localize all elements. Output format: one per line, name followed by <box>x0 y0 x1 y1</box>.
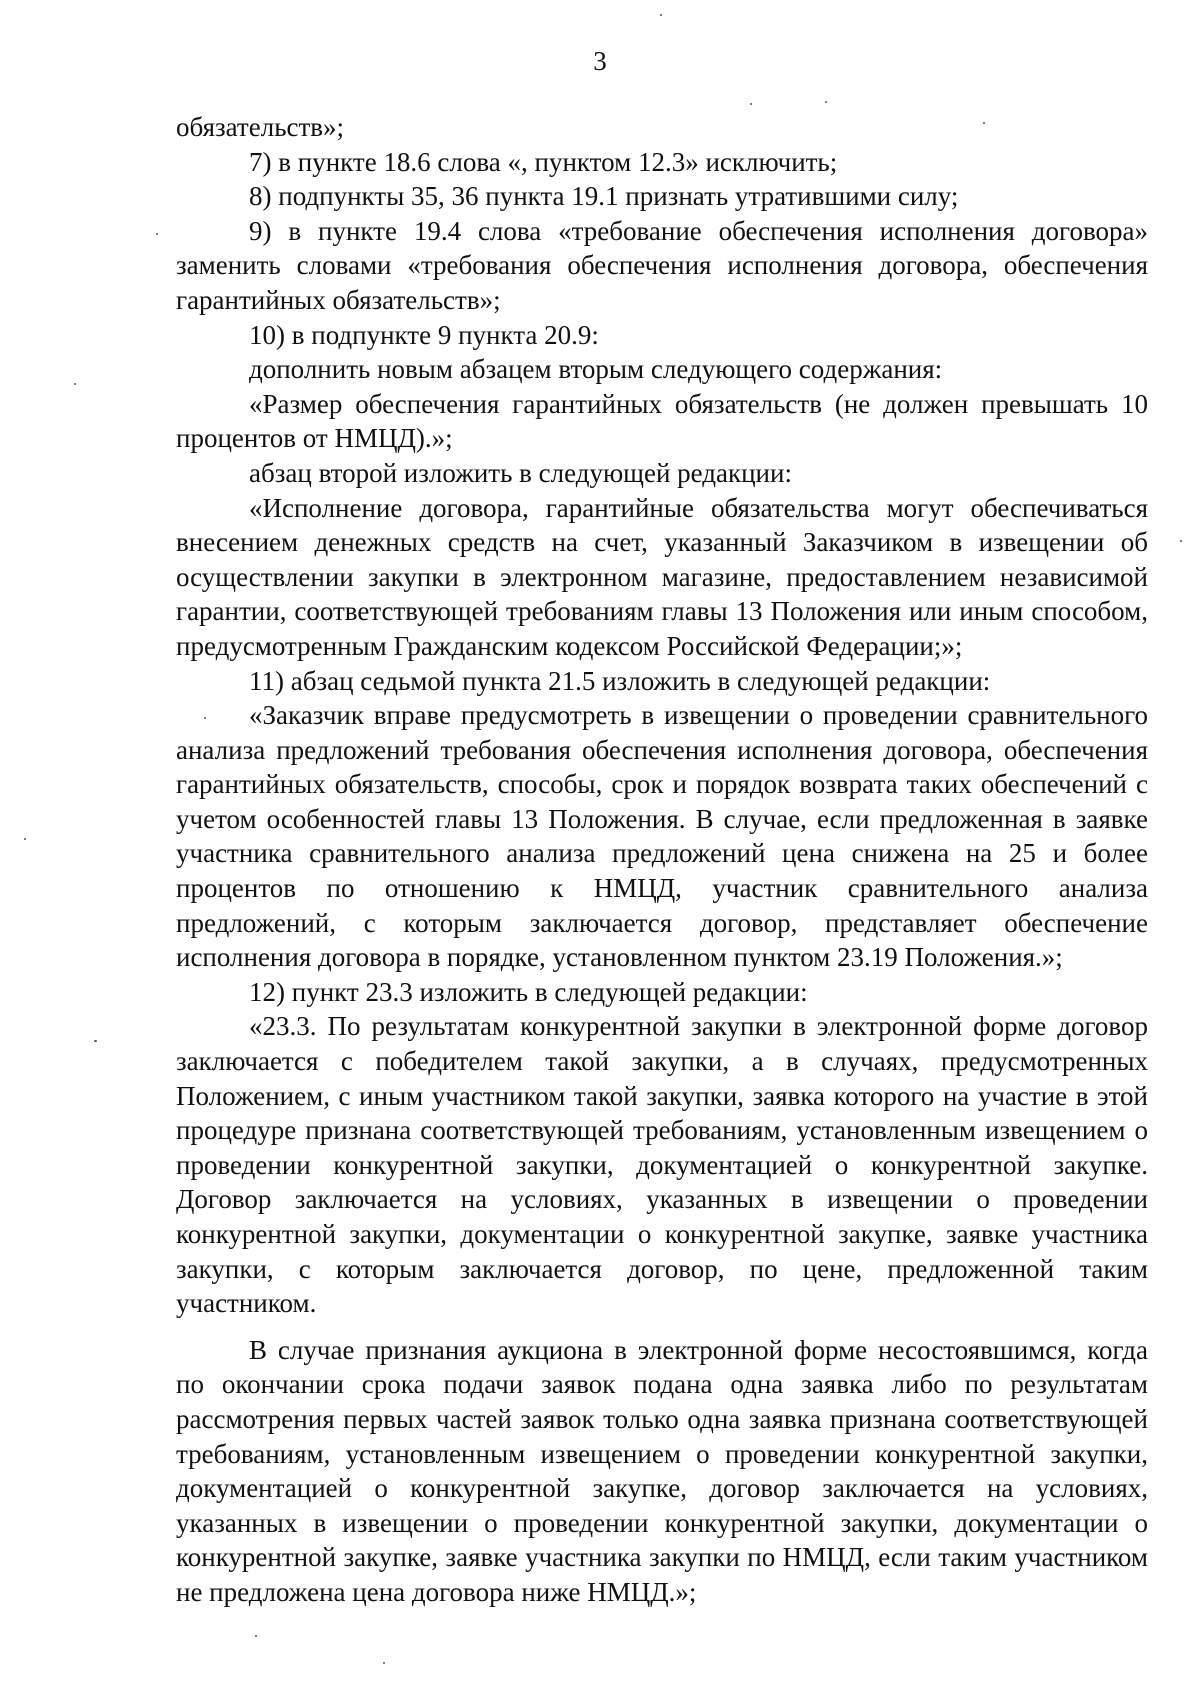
paragraph-continuation: обязательств»; <box>176 112 345 142</box>
document-body <box>176 110 1148 1610</box>
item-12-quote-23-3: «23.3. По результатам конкурентной закупки в электронной форме договор заключается с победителем такой закупки, а в случаях, предусмотренных Положением, с иным участником такой закупки, заявка которого на участие в этой процедуре признана соответствующей требованиям, установленным извещением о проведении конкурентной закупки, документацией о конкурентной закупке. Договор заключается на условиях, указанных в извещении о проведении конкурентной закупки, документации о конкурентной закупке, заявке участника закупки, с которым заключается договор, по цене, предложенной таким участником. <box>176 1011 1148 1319</box>
scan-speck <box>750 103 752 105</box>
item-12-quote-auction: В случае признания аукциона в электронной форме несостоявшимся, когда по окончании срока подачи заявок подана одна заявка либо по результатам рассмотрения первых частей заявок только одна заявка признана соответствующей требованиям, установленным извещением о проведении конкурентной закупки, документацией о конкурентной закупке, договор заключается на условиях, указанных в извещении о проведении конкурентной закупки, документации о конкурентной закупке, заявке участника закупки по НМЦД, если таким участником не предложена цена договора ниже НМЦД.»; <box>176 1334 1148 1607</box>
scan-speck <box>94 1040 97 1042</box>
scan-speck <box>825 101 827 103</box>
scan-speck <box>24 838 26 840</box>
scan-speck <box>660 14 662 16</box>
item-11: 11) абзац седьмой пункта 21.5 изложить в следующей редакции: <box>249 665 991 696</box>
item-12: 12) пункт 23.3 изложить в следующей редакции: <box>249 976 808 1007</box>
item-10-add-paragraph: дополнить новым абзацем вторым следующего содержания: <box>249 354 943 385</box>
page-number: 3 <box>593 46 607 76</box>
item-11-quote: «Заказчик вправе предусмотреть в извещении о проведении сравнительного анализа предложений требования обеспечения исполнения договора, обеспечения гарантийных обязательств, способы, срок и порядок возврата таких обеспечений с учетом особенностей главы 13 Положения. В случае, если предложенная в заявке участника сравнительного анализа предложений цена снижена на 25 и более процентов по отношению к НМЦД, участник сравнительного анализа предложений, с которым заключается договор, представляет обеспечение исполнения договора в порядке, установленном пунктом 23.19 Положения.»; <box>176 700 1148 973</box>
item-10-second-paragraph: абзац второй изложить в следующей редакции: <box>249 457 792 488</box>
scan-speck <box>255 1635 257 1637</box>
scan-speck <box>983 122 985 124</box>
item-10-quote-guarantee-size: «Размер обеспечения гарантийных обязательств (не должен превышать 10 процентов от НМЦД).»; <box>176 388 1148 454</box>
scan-speck <box>204 717 206 719</box>
scan-speck <box>156 233 158 235</box>
item-7: 7) в пункте 18.6 слова «, пунктом 12.3» исключить; <box>249 146 838 177</box>
item-8: 8) подпункты 35, 36 пункта 19.1 признать утратившими силу; <box>249 181 959 212</box>
item-9: 9) в пункте 19.4 слова «требование обеспечения исполнения договора» заменить словами «требования обеспечения исполнения договора, обеспечения гарантийных обязательств»; <box>176 215 1148 315</box>
item-10: 10) в подпункте 9 пункта 20.9: <box>249 319 599 350</box>
item-10-quote-execution: «Исполнение договора, гарантийные обязательства могут обеспечиваться внесением денежных средств на счет, указанный Заказчиком в извещении об осуществлении закупки в электронном магазине, предоставлением независимой гарантии, соответствующей требованиям главы 13 Положения или иным способом, предусмотренным Гражданским кодексом Российской Федерации;»; <box>176 492 1148 661</box>
scan-speck <box>383 1662 385 1664</box>
scan-speck <box>1180 540 1182 542</box>
scan-speck <box>74 383 76 385</box>
